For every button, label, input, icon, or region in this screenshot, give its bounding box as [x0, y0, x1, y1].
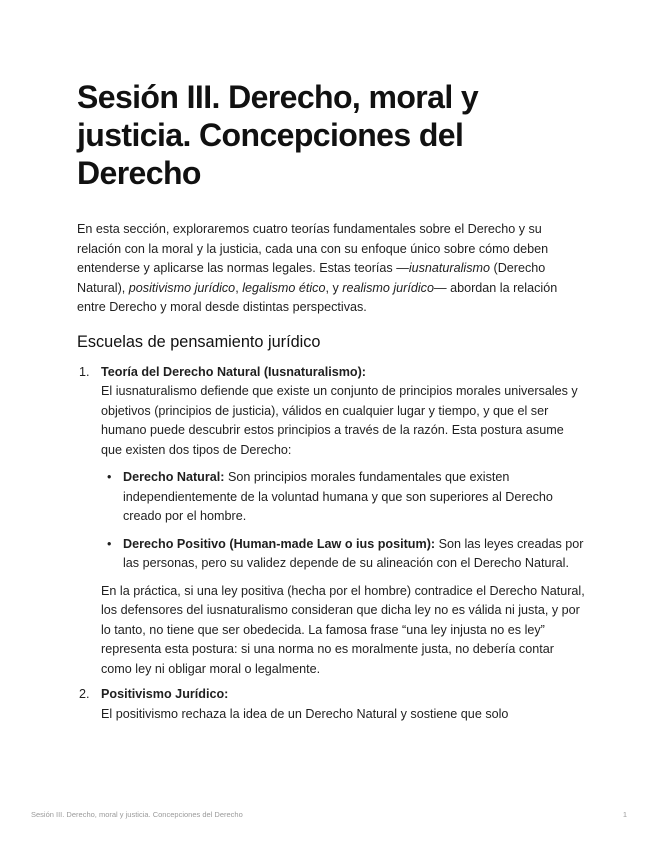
footer-title: Sesión III. Derecho, moral y justicia. Concepciones del Derecho [31, 810, 243, 819]
list-item [77, 685, 587, 724]
item-body: El iusnaturalismo defiende que existe un conjunto de principios morales universales y objetivos (principios de justicia), válidos en cualquier lugar y tiempo, y que el ser humano puede descubrir estos principios a través de la razón. Esta postura asume que existen dos tipos de Derecho: [101, 384, 578, 457]
list-item [77, 363, 587, 680]
intro-text-5: — abordan la relación entre Derecho y moral desde distintas perspectivas. [77, 280, 558, 314]
intro-term-positivismo: positivismo jurídico [128, 280, 236, 295]
bullet-label: Derecho Natural: [123, 470, 225, 484]
list-item [101, 535, 587, 574]
intro-text-1: En esta sección, exploraremos cuatro teorías fundamentales sobre el Derecho y su relación con la moral y la justicia, cada una con su enfoque único sobre cómo deben entenderse y aplicarse las normas legales. Estas teorías — [77, 222, 549, 275]
item-conclusion: En la práctica, si una ley positiva (hecha por el hombre) contradice el Derecho Natural, los defensores del iusnaturalismo consideran que dicha ley no es válida ni justa, y por lo tanto, no tiene que ser obedecida. La famosa frase “una ley injusta no es ley” representa esta postura: si una norma no es moralmente justa, no debería contar como ley ni obligar moral o legalmente. [101, 583, 585, 676]
schools-list [77, 363, 587, 725]
intro-term-iusnaturalismo: iusnaturalismo [408, 261, 491, 275]
item-body: El positivismo rechaza la idea de un Derecho Natural y sostiene que solo [101, 706, 509, 721]
list-item [101, 468, 587, 527]
intro-text-3: , [235, 280, 243, 295]
intro-paragraph [77, 220, 587, 318]
section-heading: Escuelas de pensamiento jurídico [77, 332, 321, 351]
intro-text-4: , y [325, 280, 343, 295]
item-number: 1. [79, 364, 90, 379]
law-types-list [101, 468, 587, 574]
intro-term-realismo: realismo jurídico [342, 280, 434, 295]
item-number: 2. [79, 687, 90, 701]
item-title: Positivismo Jurídico: [101, 687, 229, 701]
intro-text-2: (Derecho Natural), [77, 261, 546, 295]
page-number: 1 [622, 810, 627, 819]
bullet-icon: • [107, 536, 112, 551]
bullet-icon: • [107, 470, 112, 484]
document-page [77, 78, 587, 730]
page-title: Sesión III. Derecho, moral y justicia. Concepciones del Derecho [77, 79, 479, 191]
bullet-text: Son principios morales fundamentales que existen independientemente de la voluntad humana y que son superiores al Derecho creado por el hombre. [123, 470, 553, 523]
bullet-label: Derecho Positivo (Human-made Law o ius positum): [123, 536, 436, 551]
bullet-text: Son las leyes creadas por las personas, pero su validez depende de su alineación con el Derecho Natural. [123, 536, 584, 570]
intro-term-legalismo: legalismo ético [242, 280, 326, 295]
item-title: Teoría del Derecho Natural (Iusnaturalismo): [101, 364, 366, 379]
